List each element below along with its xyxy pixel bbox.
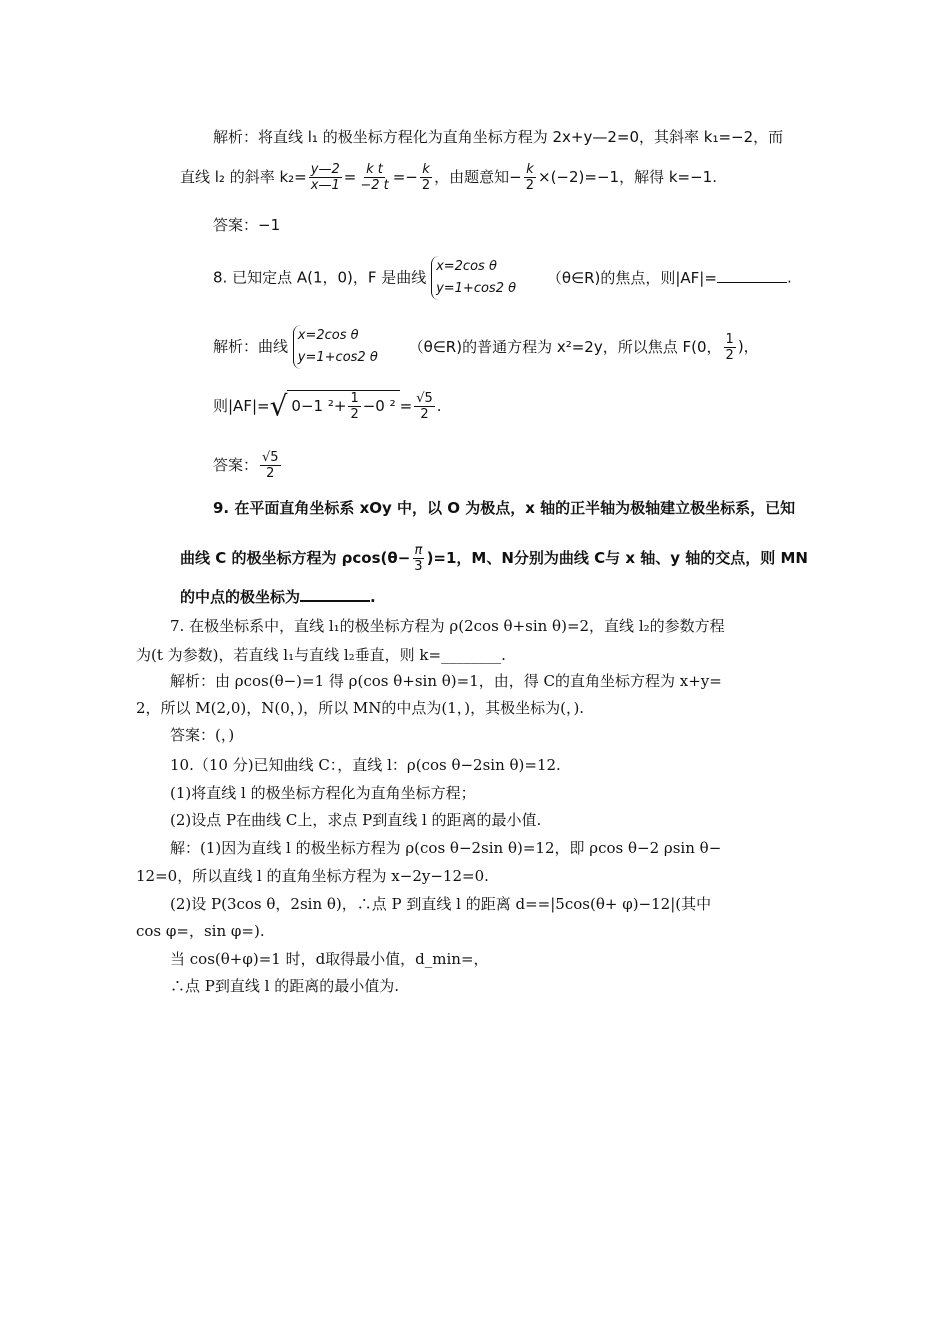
q9-line-2 [180, 543, 808, 574]
fraction-slope-b: $\frac{\text{k t}}{-2 t}$ [360, 162, 389, 193]
body-line-14: ∴点 P到直线 l 的距离的最小值为. [170, 977, 399, 995]
q9-pi-fraction: $\frac{\pi}{3}$ [414, 543, 423, 574]
body-line-4: 2，所以 M(2,0)，N(0，)，所以 MN的中点为(1，)，其极坐标为(，). [136, 699, 585, 717]
fraction-slope-d: $\frac{k}{2}$ [525, 162, 534, 193]
q8-half-fraction: $\frac{1}{2}$ [725, 331, 734, 363]
body-line-8: (2)设点 P在曲线 C上，求点 P到直线 l 的距离的最小值. [170, 811, 542, 829]
fraction-slope-a: $\frac{y—2}{x—1}$ [310, 162, 340, 193]
q8-answer [213, 450, 283, 481]
q8-answer-fraction: $\frac{√5}{2}$ [262, 450, 279, 481]
solution-line-2 [180, 162, 717, 193]
q8-radicand: 0−1 ²+ $\frac{1}{2}$ −0 ² [287, 390, 399, 422]
q8-equals: = [399, 397, 413, 415]
q8-stem-text: 8. 已知定点 A(1，0)，F 是曲线 [213, 268, 427, 287]
body-line-6: 10.（10 分)已知曲线 C：，直线 l：ρ(cos θ−2sin θ)=12. [170, 756, 561, 774]
q8-stem-cond: （θ∈R)的焦点，则|AF|= [546, 268, 717, 287]
body-line-3: 解析：由 ρcos(θ−)=1 得 ρ(cos θ+sin θ)=1，由，得 C的直角坐标方程为 x+y= [170, 672, 722, 690]
q8-distance-period: . [436, 397, 442, 415]
q9-line-1: 9. 在平面直角坐标系 xOy 中，以 O 为极点，x 轴的正半轴为极轴建立极坐标系，已知 [213, 499, 796, 517]
slope-text: 直线 l₂ 的斜率 k₂= [180, 168, 307, 186]
q9-equation-text: 曲线 C 的极坐标方程为 ρcos(θ− [180, 549, 411, 567]
body-line-13: 当 cos(θ+φ)=1 时，d取得最小值，d_min=， [170, 950, 489, 968]
sqrt-sign-icon: √ [269, 389, 288, 423]
q8-solution [213, 325, 759, 369]
fraction-slope-c: $\frac{k}{2}$ [421, 162, 431, 193]
solution-line-1: 解析：将直线 l₁ 的极坐标方程化为直角坐标方程为 2x+y—2=0，其斜率 k₁=−2，而 [213, 128, 784, 146]
answer-line: 答案：−1 [213, 216, 281, 234]
q8-stem [213, 256, 792, 300]
body-line-9: 解：(1)因为直线 l 的极坐标方程为 ρ(cos θ−2sin θ)=12，即 ρcos θ−2 ρsin θ− [170, 839, 722, 857]
q8-answer-blank [717, 268, 787, 283]
q9-midpoint-text: 的中点的极坐标为 [180, 588, 301, 606]
minus-sign: =− [392, 168, 418, 186]
q8-focus-text: （θ∈R)的普通方程为 x²=2y，所以焦点 F(0， [408, 337, 722, 356]
q9-intersection-text: )=1，M、N分别为曲线 C与 x 轴、y 轴的交点，则 MN [426, 549, 808, 567]
body-line-2: 为(t 为参数)，若直线 l₁与直线 l₂垂直，则 k=________. [136, 646, 506, 664]
q9-answer-blank [300, 586, 370, 602]
q8-distance [213, 390, 442, 422]
q8-answer-label: 答案： [213, 456, 259, 474]
condition-text: ，由题意知− [434, 168, 522, 186]
q9-period: . [370, 588, 376, 606]
result-text: ×(−2)=−1，解得 k=−1. [538, 168, 717, 186]
q8-period: . [786, 268, 792, 287]
body-line-1: 7. 在极坐标系中，直线 l₁的极坐标方程为 ρ(2cos θ+sin θ)=2，直线 l₂的参数方程 [170, 617, 725, 635]
body-line-12: cos φ=，sin φ=). [136, 922, 265, 940]
q8-result-fraction: $\frac{√5}{2}$ [416, 391, 433, 422]
body-line-5: 答案：(，) [170, 726, 235, 744]
q8-distance-text: 则|AF|= [213, 397, 270, 415]
body-line-11: (2)设 P(3cos θ，2sin θ)，∴点 P 到直线 l 的距离 d==|5cos(θ+ φ)−12|(其中 [170, 895, 712, 913]
q9-line-3 [180, 586, 376, 607]
q8-solution-text: 解析：曲线 [213, 337, 289, 356]
q8-solution-system: x=2cos θ y=1+cos2 θ [293, 325, 378, 369]
q8-focus-close: )， [737, 337, 759, 356]
q8-curve-system: x=2cos θ y=1+cos2 θ [431, 256, 516, 300]
body-line-7: (1)将直线 l 的极坐标方程化为直角坐标方程； [170, 784, 476, 802]
equals-sign: = [343, 168, 357, 186]
body-line-10: 12=0，所以直线 l 的直角坐标方程为 x−2y−12=0. [136, 867, 489, 885]
